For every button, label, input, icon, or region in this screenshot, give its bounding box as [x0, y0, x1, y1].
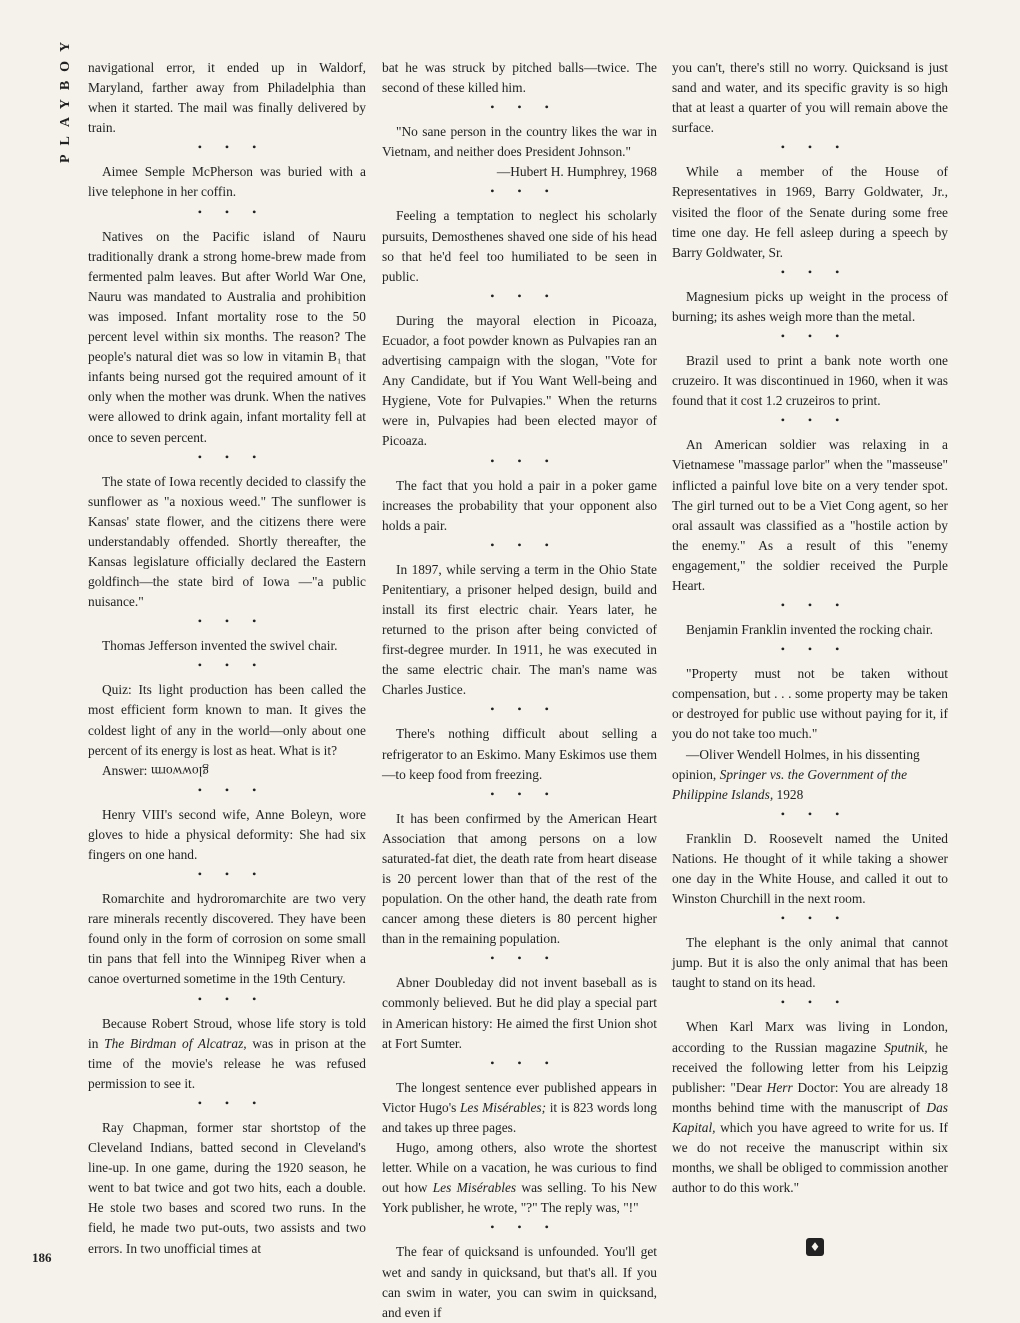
paragraph: navigational error, it ended up in Waldorf, Maryland, farther away from Philadelphia than when it started. The mail was finally delivered by train.	[88, 60, 366, 136]
paragraph: Brazil used to print a bank note worth one cruzeiro. It was discontinued in 1960, when it was found that it cost 1.2 cruzeiros to print.	[672, 353, 948, 409]
paragraph: The state of Iowa recently decided to classify the sunflower as "a noxious weed." The sunflower is Kansas' state flower, and the citizens there were understandably offended. Shortly thereafter, the Kansas legislature officially declared the Eastern goldfinch—the state bird of Iowa —"a public nuisance."	[88, 473, 366, 610]
separator: • • •	[490, 288, 559, 303]
paragraph: In 1897, while serving a term in the Ohio State Penitentiary, a prisoner helped design, build and install its first electric chair. Years later, he returned to the prison after being convicted of first-degree murder. In 1911, he was executed in the same electric chair. The man's name was Charles Justice.	[382, 561, 657, 698]
text: 1928	[773, 786, 804, 802]
separator: • • •	[780, 806, 850, 821]
text: The longest sentence ever published appears in Victor Hugo's	[382, 1079, 657, 1115]
paragraph: Feeling a temptation to neglect his scholarly pursuits, Demosthenes shaved one side of his head so that he'd feel too humiliated to be seen in public.	[382, 208, 657, 284]
separator: • • •	[490, 786, 559, 801]
paragraph: The fact that you hold a pair in a poker game increases the probability that your opponent also holds a pair.	[382, 477, 657, 533]
magazine-title: Sputnik,	[884, 1039, 928, 1055]
separator: • • •	[490, 1055, 559, 1070]
separator: • • •	[490, 453, 559, 468]
text: When Karl Marx was living in London, according to the Russian magazine	[672, 1019, 948, 1055]
paragraph: Aimee Semple McPherson was buried with a live telephone in her coffin.	[88, 164, 366, 200]
paragraph: Thomas Jefferson invented the swivel chair.	[102, 638, 338, 654]
quote-attribution: —Hubert H. Humphrey, 1968	[496, 164, 657, 180]
paragraph: An American soldier was relaxing in a Vietnamese "massage parlor" when the "masseuse" inflicted a painful love bite on a very tender spot. The girl turned out to be a Viet Cong agent, so her oral assault was classified as a "hostile action by the enemy." As a result of this "enemy engagement," the soldier received the Purple Heart.	[672, 437, 948, 593]
paragraph: Franklin D. Roosevelt named the United Nations. He thought of it while taking a shower one day in the White House, and called it out to Winston Churchill in the next room.	[672, 830, 948, 907]
separator: • • •	[197, 140, 267, 155]
separator: • • •	[780, 140, 850, 155]
column-2	[382, 58, 657, 1323]
page-number: 186	[32, 1250, 52, 1265]
separator: • • •	[780, 598, 850, 613]
film-title: The Birdman of Alcatraz,	[104, 1035, 247, 1051]
text: which you have agreed to write for us. If we do not receive the manuscript within six months, we shall be obliged to commission another author to do this work."	[672, 1119, 948, 1196]
paragraph: Benjamin Franklin invented the rocking chair.	[686, 622, 933, 638]
text: it is 823 words long and takes up three pages.	[382, 1099, 658, 1135]
text: —Oliver Wendell Holmes, in his dissenting opinion,	[672, 746, 920, 782]
quote: "Property must not be taken without compensation, but . . . some property may be taken or destroyed for public use without paying for it, if you do not take too much."	[672, 666, 948, 742]
text: he received the following letter from his Leipzig publisher: "Dear	[672, 1039, 948, 1095]
separator: • • •	[780, 911, 850, 926]
text: Hugo, among others, also wrote the shortest letter. While on a vacation, he was curious to find out how	[382, 1140, 657, 1196]
paragraph: During the mayoral election in Picoaza, Ecuador, a foot powder known as Pulvapies ran an advertising campaign with the slogan, "Vote for Any Candidate, but if You Want Well-being and Hygiene, Vote for Pulvapies." When the returns were in, Pulvapies had been elected mayor of Picoaza.	[382, 312, 657, 449]
separator: • • •	[490, 184, 559, 199]
case-title: Springer vs. the Government of the Philippine Islands,	[672, 766, 908, 802]
separator: • • •	[197, 782, 267, 797]
separator: • • •	[490, 1220, 559, 1235]
quiz-paragraph: Quiz: Its light production has been called the most efficient form known to man. It gives the coldest light of any in the world—only about one percent of its energy is lost as heat. What is it?	[88, 682, 366, 758]
separator: • • •	[780, 642, 850, 657]
column-3	[672, 58, 948, 1198]
separator: • • •	[197, 658, 267, 673]
separator: • • •	[780, 995, 850, 1010]
separator: • • •	[490, 951, 559, 966]
paragraph: Henry VIII's second wife, Anne Boleyn, wore gloves to hide a physical deformity: She had six fingers on one hand.	[88, 806, 366, 862]
separator: • • •	[197, 1095, 267, 1110]
separator: • • •	[197, 991, 267, 1006]
paragraph: While a member of the House of Representatives in 1969, Barry Goldwater, Jr., visited the floor of the Senate during some free time one day. He fell asleep during a speech by Barry Goldwater, Sr.	[672, 164, 948, 260]
text: Because Robert Stroud, whose life story is told in	[88, 1015, 366, 1051]
paragraph: bat he was struck by pitched balls—twice. The second of these killed him.	[382, 60, 657, 96]
quote: "No sane person in the country likes the war in Vietnam, and neither does President Johnson."	[382, 124, 657, 160]
separator: • • •	[197, 204, 267, 219]
paragraph	[672, 1017, 948, 1198]
quiz-answer	[88, 761, 366, 781]
paragraph	[88, 1014, 366, 1094]
separator: • • •	[490, 702, 559, 717]
paragraph: you can't, there's still no worry. Quicksand is just sand and water, and its specific gravity is so high that at least a quarter of you will remain above the surface.	[672, 60, 948, 136]
text: was in prison at the time of the movie's release he was refused permission to see it.	[88, 1035, 366, 1091]
separator: • • •	[780, 264, 850, 279]
column-1	[88, 58, 366, 1259]
paragraph: Magnesium picks up weight in the process of burning; its ashes weigh more than the metal.	[672, 288, 948, 324]
paragraph	[382, 1078, 657, 1138]
paragraph: Ray Chapman, former star shortstop of the Cleveland Indians, batted second in Cleveland's line-up. In one game, during the 1920 season, he went to bat twice and got two hits, each a double. He stole two bases and scored two runs. In the field, he made two put-outs, two assists and two errors. In two unofficial times at	[88, 1119, 366, 1256]
book-title: Das Kapital,	[672, 1099, 948, 1135]
paragraph: It has been confirmed by the American Heart Association that among persons on a low saturated-fat diet, the death rate from heart disease is 20 percent lower than that of the rest of the population. On the other hand, the death rate from cancer among these dieters is 80 percent higher than in the remaining population.	[382, 810, 657, 947]
separator: • • •	[490, 100, 559, 115]
paragraph: Natives on the Pacific island of Nauru traditionally drank a strong home-brew made from fermented palm leaves. But after World War One, Nauru was mandated to Australia and prohibition was imposed. Infant mortality rose to the 50 percent level within six months. The reason? The people's natural diet was so low in vitamin B₁ that infants being nursed got the required amount of it only when the mother was drunk. When the natives were allowed to drink again, infant mortality fell at once to seven percent.	[88, 228, 366, 445]
magazine-name: PLAYBOY	[58, 32, 73, 163]
book-title: Les Misérables	[432, 1180, 517, 1196]
honorific: Herr	[766, 1079, 793, 1095]
separator: • • •	[780, 329, 850, 344]
paragraph: There's nothing difficult about selling a refrigerator to an Eskimo. Many Eskimos use them—to keep food from freezing.	[382, 726, 657, 782]
paragraph: Romarchite and hydroromarchite are two very rare minerals recently discovered. They have been found only in the form of corrosion on some small tin pans that fell into the Winnipeg River when a canoe overturned sometime in the 19th Century.	[88, 891, 366, 987]
magazine-sidebar-title	[52, 32, 76, 163]
separator: • • •	[490, 537, 559, 552]
separator: • • •	[197, 614, 267, 629]
rabbit-head-logo-icon: ♦	[806, 1238, 824, 1256]
separator: • • •	[197, 867, 267, 882]
paragraph: Abner Doubleday did not invent baseball as is commonly believed. But he did play a special part in American history: He aimed the first Union shot at Fort Sumter.	[382, 975, 657, 1051]
separator: • • •	[780, 413, 850, 428]
separator: • • •	[197, 449, 267, 464]
quiz-answer-label: Answer:	[102, 762, 148, 778]
text: was selling. To his New York publisher, he wrote, "?" The reply was, "!"	[382, 1180, 657, 1216]
paragraph: The elephant is the only animal that cannot jump. But it is also the only animal that has been taught to stand on its head.	[672, 935, 948, 991]
quote-attribution	[672, 745, 948, 805]
quiz-answer-text: glowworm	[150, 763, 209, 779]
book-title: Les Misérables;	[459, 1099, 547, 1115]
paragraph	[382, 1138, 657, 1218]
paragraph: The fear of quicksand is unfounded. You'll get wet and sandy in quicksand, but that's all. If you can swim in water, you can swim in quicksand, and even if	[382, 1244, 657, 1320]
text: Doctor: You are already 18 months behind time with the manuscript of	[672, 1079, 948, 1115]
